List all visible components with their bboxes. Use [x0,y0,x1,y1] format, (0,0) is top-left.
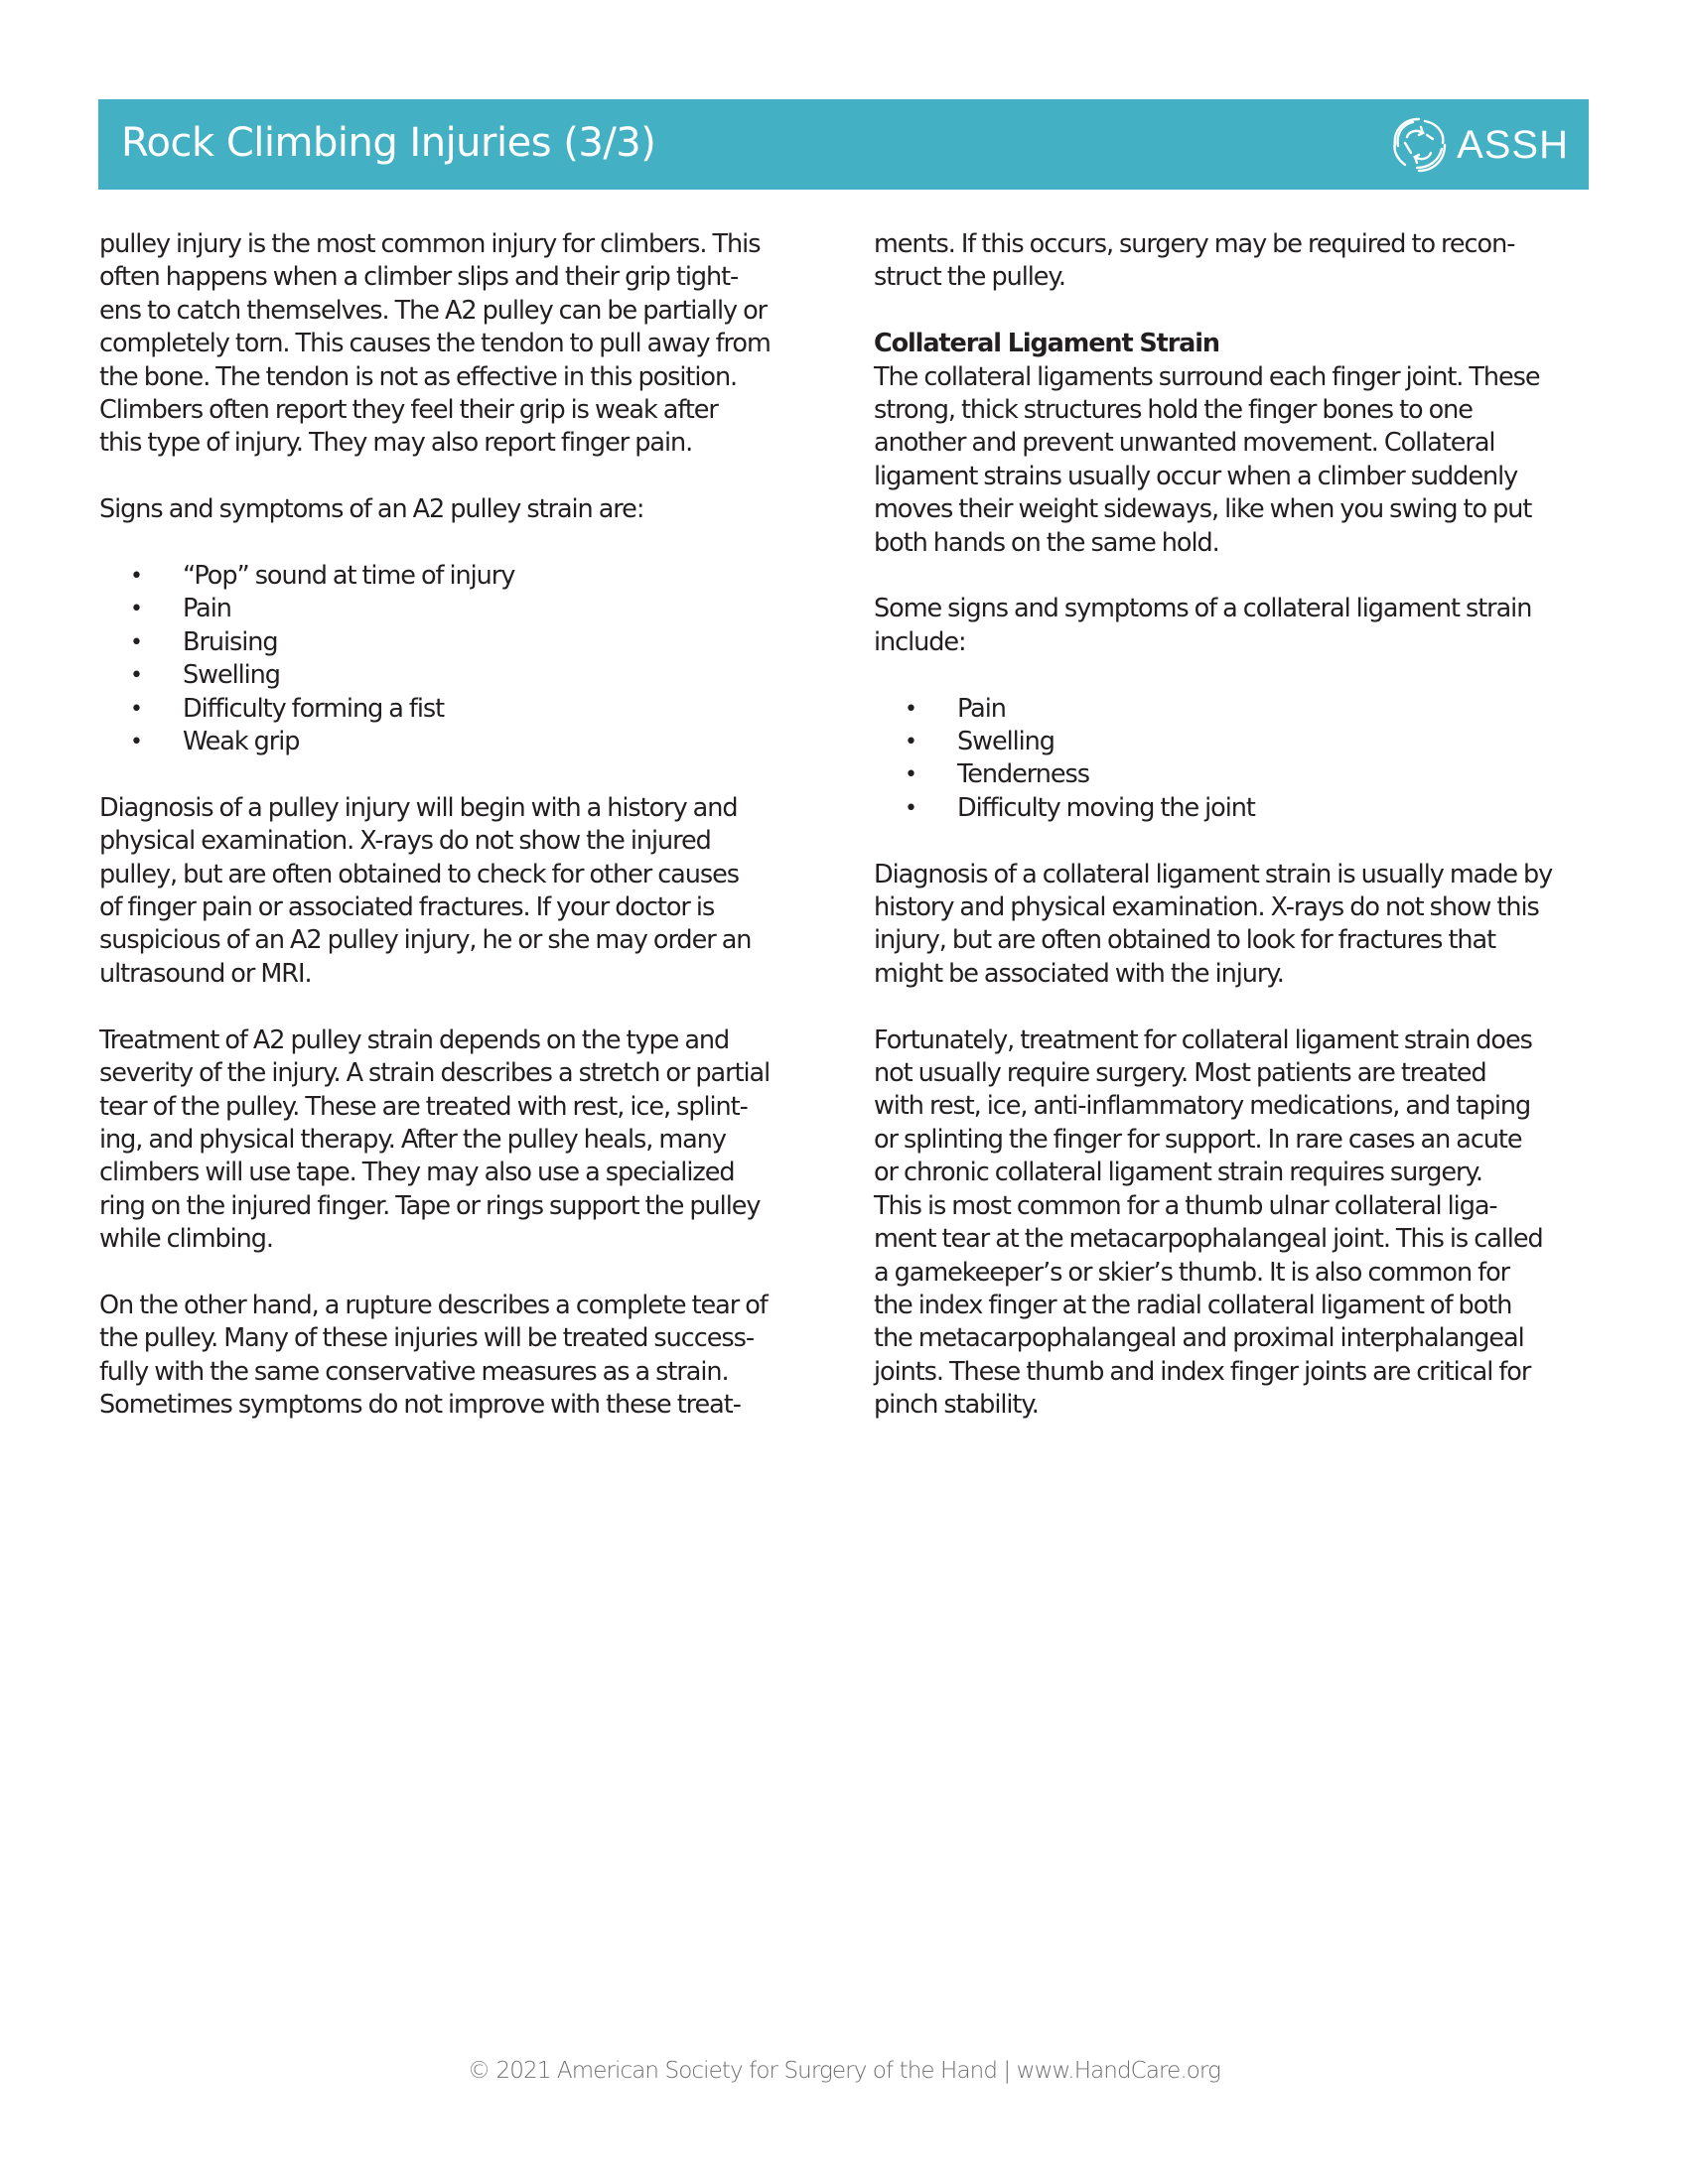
text-line: often happens when a climber slips and their grip tight- [99,262,739,293]
list-item [874,693,1599,726]
text-line: history and physical examination. X-rays do not show this [874,892,1539,923]
text-line: pulley, but are often obtained to check for other causes [99,859,739,889]
list-item [874,792,1599,825]
list-item-text: Difficulty forming a fist [183,693,445,724]
text-line: Signs and symptoms of an A2 pulley strain are: [99,494,644,525]
collateral-symptoms-intro [874,593,1599,659]
text-line: Diagnosis of a collateral ligament strain is usually made by [874,859,1553,889]
pulley-rupture-continued-paragraph [874,228,1599,295]
text-line: ultrasound or MRI. [99,958,312,989]
text-line: the bone. The tendon is not as effective in this position. [99,361,738,392]
page-header-bar [98,99,1589,190]
text-line: not usually require surgery. Most patients are treated [874,1058,1486,1089]
text-line: both hands on the same hold. [874,527,1219,558]
text-line: ments. If this occurs, surgery may be required to recon- [874,229,1515,259]
list-item [99,593,834,625]
bullet-icon: • [130,629,142,655]
list-item [874,726,1599,758]
text-line: or chronic collateral ligament strain requires surgery. [874,1158,1482,1188]
text-line: another and prevent unwanted movement. Collateral [874,428,1495,459]
text-line: ens to catch themselves. The A2 pulley can be partially or [99,295,768,326]
bullet-icon: • [905,762,916,788]
text-line: injury, but are often obtained to look for fractures that [874,925,1496,956]
list-item [99,626,834,659]
page-footer-copyright: © 2021 American Society for Surgery of the Hand | www.HandCare.org [468,2058,1220,2084]
a2-symptoms-list [99,560,834,758]
text-line: a gamekeeper’s or skier’s thumb. It is also common for [874,1257,1510,1288]
list-item-text: Tenderness [957,759,1089,790]
list-item [99,659,834,692]
pulley-treatment-paragraph [99,1024,834,1257]
assh-logo [1387,113,1569,177]
collateral-diagnosis-paragraph [874,859,1599,992]
bullet-icon: • [130,696,142,722]
text-line: tear of the pulley. These are treated with rest, ice, splint- [99,1091,748,1122]
bullet-icon: • [130,663,142,689]
text-line: struct the pulley. [874,262,1065,293]
text-line: Fortunately, treatment for collateral ligament strain does [874,1024,1532,1055]
text-line: Treatment of A2 pulley strain depends on the type and [99,1024,730,1055]
list-item-text: Swelling [957,727,1055,757]
text-line: ring on the injured finger. Tape or rings support the pulley [99,1190,761,1221]
page-title: Rock Climbing Injuries (3/3) [121,120,656,166]
text-line: joints. These thumb and index finger joints are critical for [874,1356,1531,1387]
text-line: with rest, ice, anti-inflammatory medications, and taping [874,1091,1531,1122]
collateral-ligament-section [874,328,1599,560]
logo-text: ASSH [1457,122,1569,167]
list-item-text: “Pop” sound at time of injury [183,561,515,592]
text-line: pulley injury is the most common injury for climbers. This [99,229,761,259]
text-line: suspicious of an A2 pulley injury, he or she may order an [99,925,752,956]
collateral-symptoms-list [874,693,1599,826]
bullet-icon: • [905,696,916,722]
pulley-injury-intro-paragraph [99,228,834,461]
text-line: moves their weight sideways, like when you swing to put [874,494,1532,525]
text-line: while climbing. [99,1224,273,1255]
text-line: ment tear at the metacarpophalangeal joint. This is called [874,1224,1543,1255]
bullet-icon: • [130,564,142,590]
list-item [99,726,834,758]
text-line: Climbers often report they feel their grip is weak after [99,395,718,426]
text-line: This is most common for a thumb ulnar collateral liga- [874,1190,1497,1221]
list-item-text: Pain [957,693,1006,724]
bullet-icon: • [130,597,142,622]
text-line: Sometimes symptoms do not improve with these treat- [99,1390,741,1421]
text-line: or splinting the finger for support. In rare cases an acute [874,1124,1522,1155]
text-line: fully with the same conservative measures as a strain. [99,1356,729,1387]
list-item-text: Pain [183,594,231,624]
text-line: might be associated with the injury. [874,958,1284,989]
right-column [874,228,1599,1455]
bullet-icon: • [905,730,916,755]
list-item [874,758,1599,791]
text-line: physical examination. X-rays do not show the injured [99,826,711,857]
text-line: severity of the injury. A strain describes a stretch or partial [99,1058,771,1089]
text-line: Diagnosis of a pulley injury will begin with a history and [99,792,738,823]
section-heading: Collateral Ligament Strain [874,329,1219,359]
text-line: the index finger at the radial collateral ligament of both [874,1290,1512,1320]
text-line: completely torn. This causes the tendon to pull away from [99,329,771,359]
bullet-icon: • [130,730,142,755]
list-item [99,693,834,726]
pulley-diagnosis-paragraph [99,792,834,991]
text-line: Some signs and symptoms of a collateral ligament strain [874,594,1532,624]
list-item [99,560,834,593]
text-line: of finger pain or associated fractures. If your doctor is [99,892,715,923]
assh-swirl-logo-icon [1387,113,1451,177]
list-item-text: Swelling [183,660,280,691]
pulley-rupture-paragraph [99,1290,834,1423]
text-line: ligament strains usually occur when a climber suddenly [874,461,1518,491]
text-line: On the other hand, a rupture describes a complete tear of [99,1290,768,1320]
text-line: The collateral ligaments surround each finger joint. These [874,361,1540,392]
text-line: the metacarpophalangeal and proximal interphalangeal [874,1323,1524,1354]
a2-symptoms-intro [99,493,834,526]
text-line: the pulley. Many of these injuries will be treated success- [99,1323,754,1354]
bullet-icon: • [905,795,916,821]
text-line: pinch stability. [874,1390,1039,1421]
text-line: strong, thick structures hold the finger bones to one [874,395,1473,426]
list-item-text: Bruising [183,626,278,657]
list-item-text: Weak grip [183,727,300,757]
collateral-treatment-paragraph [874,1024,1599,1423]
text-line: include: [874,626,966,657]
left-column [99,228,834,1455]
text-line: climbers will use tape. They may also use a specialized [99,1158,735,1188]
text-line: this type of injury. They may also report finger pain. [99,428,693,459]
text-line: ing, and physical therapy. After the pulley heals, many [99,1124,726,1155]
list-item-text: Difficulty moving the joint [957,792,1255,823]
